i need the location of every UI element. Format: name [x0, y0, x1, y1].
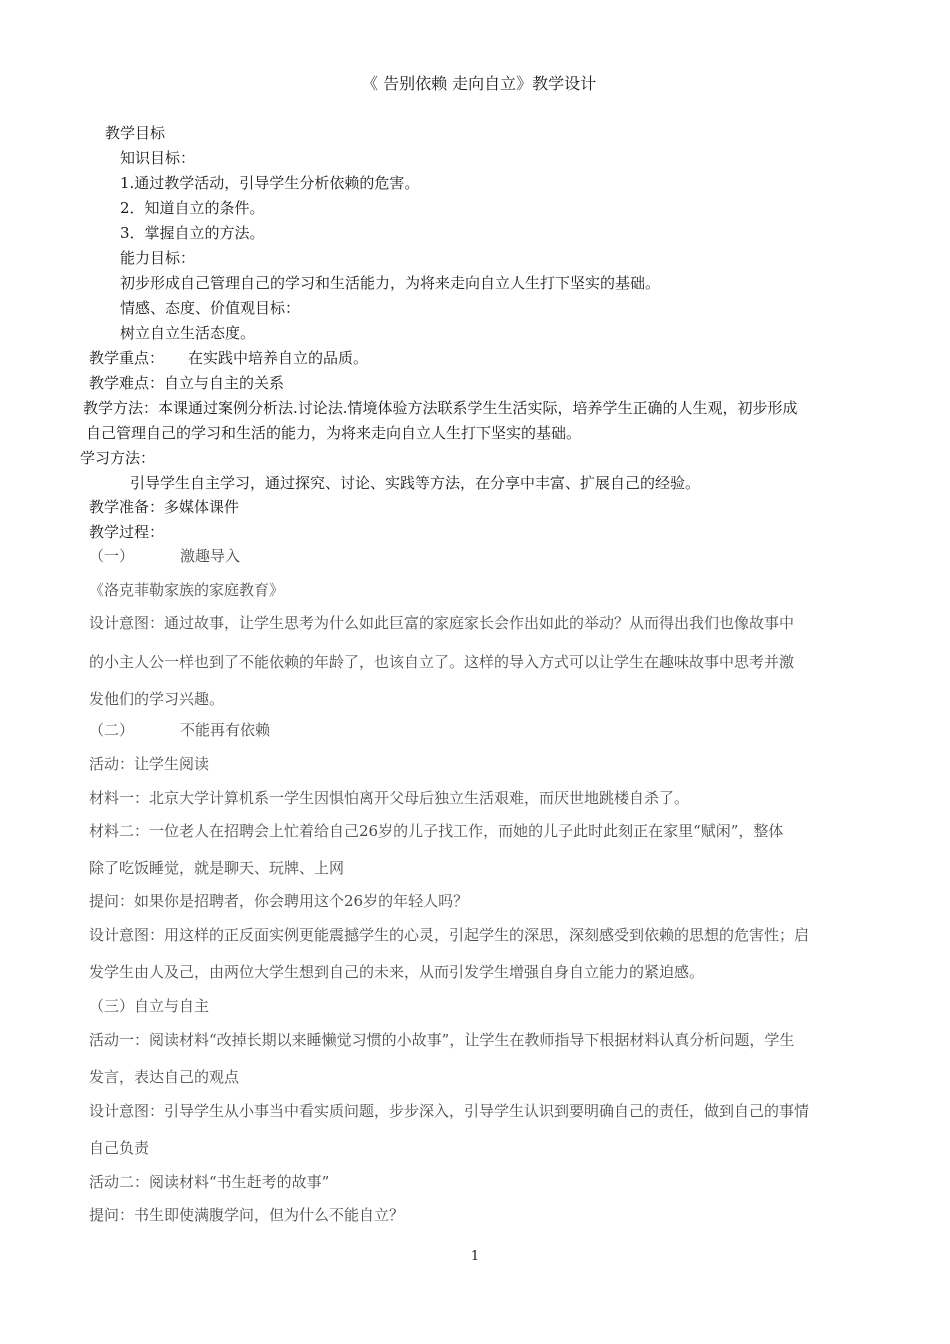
section-1-title: 激趣导入 — [180, 547, 241, 565]
difficulty-line: 教学难点：自立与自主的关系 — [89, 374, 285, 392]
page-number: 1 — [470, 1249, 480, 1264]
section-2-design-line: 发学生由人及己，由两位大学生想到自己的未来，从而引发学生增强自身自立能力的紧迫感。 — [89, 963, 705, 981]
section-2-material-2-line: 材料二：一位老人在招聘会上忙着给自己26岁的儿子找工作，而她的儿子此时此刻正在家里“赋闲”，整体 — [89, 822, 784, 840]
section-1-story: 《洛克菲勒家族的家庭教育》 — [89, 581, 285, 599]
section-2-number: （二） — [89, 721, 135, 739]
section-1-number: （一） — [89, 547, 135, 565]
section-1-design-line: 设计意图：通过故事，让学生思考为什么如此巨富的家庭家长会作出如此的举动？从而得出我们也像故事中 — [89, 614, 795, 632]
method-line-1: 教学方法：本课通过案例分析法.讨论法.情境体验方法联系学生生活实际，培养学生正确的人生观，初步形成 — [83, 399, 798, 417]
section-2-material-2-line: 除了吃饭睡觉，就是聊天、玩牌、上网 — [89, 859, 345, 877]
section-3-activity-2: 活动二：阅读材料“书生赶考的故事” — [89, 1173, 330, 1191]
section-3-design-line: 设计意图：引导学生从小事当中看实质问题，步步深入，引导学生认识到要明确自己的责任，做到自己的事情 — [89, 1102, 810, 1120]
section-3-activity-1-line: 活动一：阅读材料“改掉长期以来睡懒觉习惯的小故事”，让学生在教师指导下根据材料认真分析问题，学生 — [89, 1031, 795, 1049]
section-2-design-line: 设计意图：用这样的正反面实例更能震撼学生的心灵，引起学生的深思，深刻感受到依赖的思想的危害性；启 — [89, 926, 810, 944]
section-1-design-line: 发他们的学习兴趣。 — [89, 690, 225, 708]
emotion-goal-text: 树立自立生活态度。 — [120, 324, 256, 342]
goals-heading: 教学目标 — [105, 124, 166, 142]
emotion-goal-label: 情感、态度、价值观目标： — [120, 299, 301, 317]
section-1-design-line: 的小主人公一样也到了不能依赖的年龄了，也该自立了。这样的导入方式可以让学生在趣味故事中思考并激 — [89, 653, 795, 671]
ability-goal-label: 能力目标： — [120, 249, 196, 267]
key-point-text: 在实践中培养自立的品质。 — [188, 349, 369, 367]
key-point-label: 教学重点： — [89, 349, 165, 367]
section-2-title: 不能再有依赖 — [180, 721, 271, 739]
method-line-2: 自己管理自己的学习和生活的能力，为将来走向自立人生打下坚实的基础。 — [86, 424, 582, 442]
section-3-question: 提问：书生即使满腹学问，但为什么不能自立？ — [89, 1206, 405, 1224]
section-3-heading: （三）自立与自主 — [89, 997, 210, 1015]
section-3-design-line: 自己负责 — [89, 1139, 150, 1157]
process-label: 教学过程： — [89, 523, 165, 541]
ability-goal-text: 初步形成自己管理自己的学习和生活能力，为将来走向自立人生打下坚实的基础。 — [120, 274, 661, 292]
section-2-question: 提问：如果你是招聘者，你会聘用这个26岁的年轻人吗？ — [89, 892, 469, 910]
knowledge-goal-item: 1.通过教学活动，引导学生分析依赖的危害。 — [120, 174, 420, 192]
section-2-activity: 活动：让学生阅读 — [89, 755, 210, 773]
learning-method-text: 引导学生自主学习，通过探究、讨论、实践等方法，在分享中丰富、扩展自己的经验。 — [130, 474, 701, 492]
knowledge-goal-item: 3．掌握自立的方法。 — [120, 224, 265, 242]
prep-line: 教学准备：多媒体课件 — [89, 498, 240, 516]
document-title: 《 告别依赖 走向自立》教学设计 — [362, 74, 597, 93]
knowledge-goal-label: 知识目标： — [120, 149, 196, 167]
knowledge-goal-item: 2．知道自立的条件。 — [120, 199, 265, 217]
section-2-material-1: 材料一：北京大学计算机系一学生因惧怕离开父母后独立生活艰难，而厌世地跳楼自杀了。 — [89, 789, 690, 807]
section-3-activity-1-line: 发言，表达自己的观点 — [89, 1068, 240, 1086]
learning-method-label: 学习方法： — [80, 449, 156, 467]
